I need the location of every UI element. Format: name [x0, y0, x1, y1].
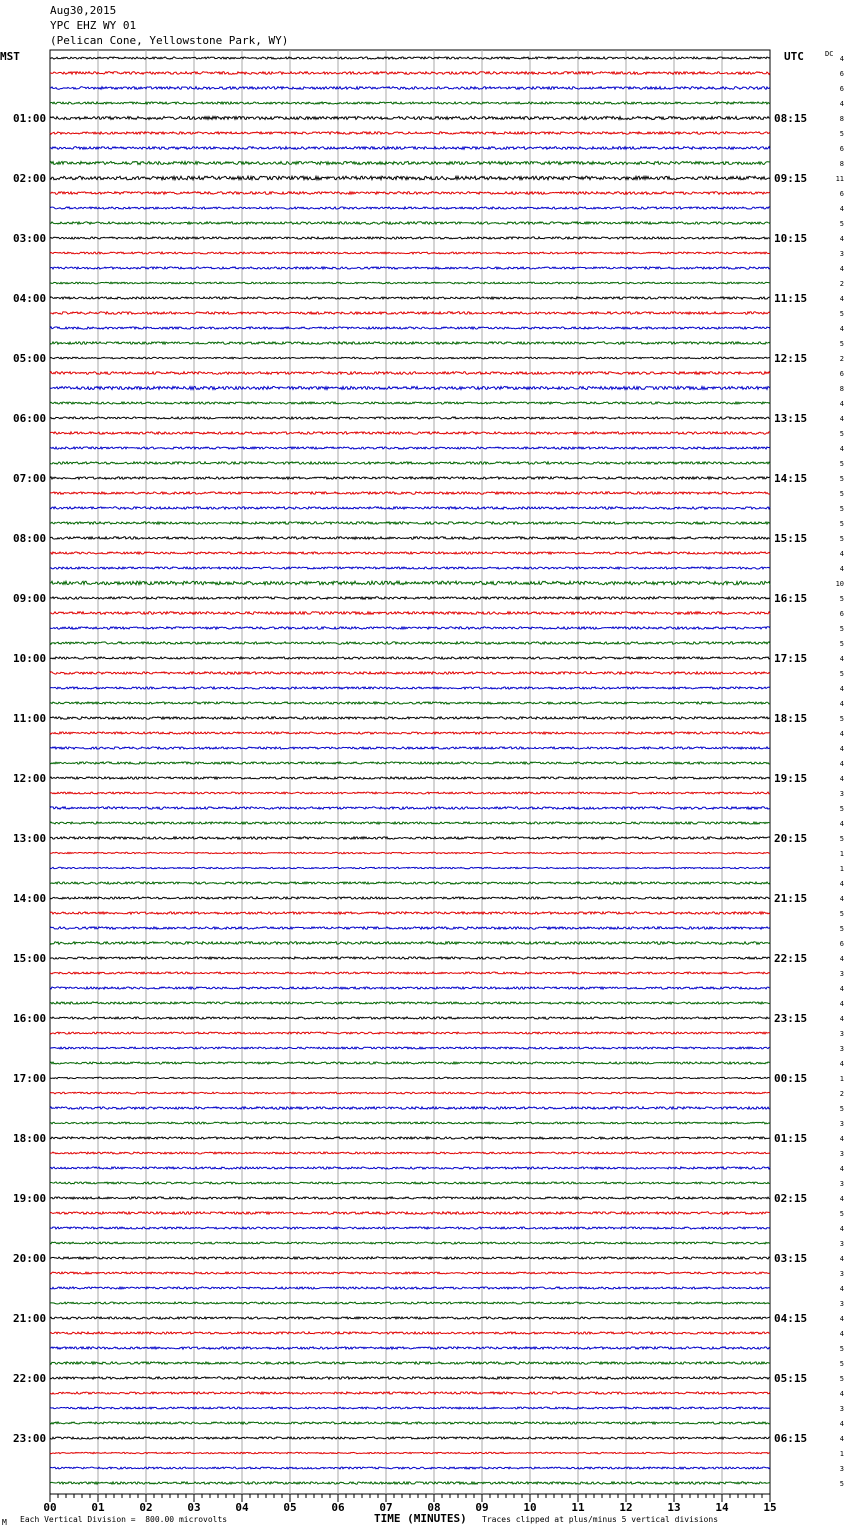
- dc-offset-value: 4: [839, 400, 844, 408]
- trace-line: [50, 1377, 770, 1379]
- trace-line: [50, 762, 770, 764]
- trace-line: [50, 1047, 770, 1049]
- hour-label-left: 22:00: [13, 1372, 47, 1385]
- dc-offset-value: 4: [839, 745, 844, 753]
- trace-line: [50, 1422, 770, 1424]
- trace-line: [50, 327, 770, 329]
- x-tick-label: 10: [523, 1501, 537, 1514]
- trace-line: [50, 1182, 770, 1184]
- hour-label-right: 17:15: [774, 652, 808, 665]
- trace-line: [50, 72, 770, 75]
- dc-offset-value: 4: [839, 1315, 844, 1323]
- hour-label-left: 15:00: [13, 952, 47, 965]
- trace-line: [50, 1272, 770, 1274]
- trace-line: [50, 222, 770, 224]
- trace-line: [50, 402, 770, 404]
- hour-label-right: 22:15: [774, 952, 808, 965]
- trace-line: [50, 942, 770, 945]
- trace-line: [50, 447, 770, 449]
- hour-label-left: 20:00: [13, 1252, 47, 1265]
- trace-line: [50, 1197, 770, 1199]
- hour-label-left: 03:00: [13, 232, 47, 245]
- trace-line: [50, 822, 770, 824]
- dc-offset-value: 5: [839, 310, 844, 318]
- dc-offset-value: 1: [839, 865, 844, 873]
- dc-offset-value: 5: [839, 1360, 844, 1368]
- trace-line: [50, 1452, 770, 1453]
- hour-label-right: 18:15: [774, 712, 808, 725]
- dc-offset-value: 5: [839, 670, 844, 678]
- trace-line: [50, 537, 770, 539]
- hour-label-right: 19:15: [774, 772, 808, 785]
- x-tick-label: 12: [619, 1501, 633, 1514]
- x-tick-label: 05: [283, 1501, 297, 1514]
- x-tick-label: 03: [187, 1501, 201, 1514]
- dc-offset-value: 5: [839, 595, 844, 603]
- dc-offset-value: 1: [839, 1075, 844, 1083]
- hour-label-left: 14:00: [13, 892, 47, 905]
- dc-offset-value: 6: [839, 610, 844, 618]
- hour-label-right: 14:15: [774, 472, 808, 485]
- trace-line: [50, 102, 770, 104]
- hour-label-left: 08:00: [13, 532, 47, 545]
- trace-line: [50, 237, 770, 239]
- trace-line: [50, 432, 770, 434]
- trace-line: [50, 912, 770, 914]
- hour-label-left: 19:00: [13, 1192, 47, 1205]
- trace-line: [50, 357, 770, 359]
- trace-line: [50, 792, 770, 794]
- trace-line: [50, 386, 770, 389]
- trace-line: [50, 312, 770, 314]
- dc-offset-value: 4: [839, 1135, 844, 1143]
- x-tick-label: 00: [43, 1501, 57, 1514]
- dc-offset-value: 4: [839, 1390, 844, 1398]
- trace-line: [50, 777, 770, 779]
- hour-label-left: 12:00: [13, 772, 47, 785]
- trace-line: [50, 597, 770, 599]
- trace-line: [50, 1167, 770, 1169]
- trace-line: [50, 1002, 770, 1004]
- dc-offset-value: 4: [839, 1225, 844, 1233]
- trace-line: [50, 372, 770, 375]
- dc-offset-value: 5: [839, 910, 844, 918]
- trace-line: [50, 732, 770, 734]
- dc-offset-value: 4: [839, 1435, 844, 1443]
- trace-line: [50, 1467, 770, 1469]
- dc-offset-value: 3: [839, 790, 844, 798]
- trace-line: [50, 1482, 770, 1484]
- hour-label-left: 17:00: [13, 1072, 47, 1085]
- x-tick-label: 02: [139, 1501, 153, 1514]
- hour-label-right: 09:15: [774, 172, 808, 185]
- dc-offset-value: 4: [839, 985, 844, 993]
- trace-line: [50, 477, 770, 479]
- x-tick-label: 08: [427, 1501, 441, 1514]
- trace-line: [50, 1152, 770, 1154]
- trace-line: [50, 1212, 770, 1214]
- trace-line: [50, 116, 770, 119]
- trace-line: [50, 1362, 770, 1364]
- hour-label-left: 23:00: [13, 1432, 47, 1445]
- dc-offset-value: 5: [839, 1375, 844, 1383]
- trace-line: [50, 1347, 770, 1349]
- left-timezone-label: MST: [0, 50, 20, 63]
- dc-offset-value: 5: [839, 805, 844, 813]
- dc-offset-value: 4: [839, 565, 844, 573]
- hour-label-right: 04:15: [774, 1312, 808, 1325]
- trace-line: [50, 1137, 770, 1139]
- trace-line: [50, 132, 770, 134]
- trace-line: [50, 267, 770, 269]
- dc-offset-value: 6: [839, 145, 844, 153]
- trace-line: [50, 1077, 770, 1078]
- dc-offset-value: 4: [839, 775, 844, 783]
- dc-offset-value: 4: [839, 100, 844, 108]
- dc-offset-value: 3: [839, 1405, 844, 1413]
- hour-label-right: 06:15: [774, 1432, 808, 1445]
- trace-line: [50, 1302, 770, 1304]
- trace-line: [50, 1407, 770, 1409]
- trace-line: [50, 1017, 770, 1019]
- trace-line: [50, 342, 770, 344]
- hour-label-left: 11:00: [13, 712, 47, 725]
- hour-label-left: 01:00: [13, 112, 47, 125]
- hour-label-right: 05:15: [774, 1372, 808, 1385]
- trace-line: [50, 1242, 770, 1244]
- dc-offset-value: 4: [839, 655, 844, 663]
- x-tick-label: 09: [475, 1501, 489, 1514]
- dc-offset-value: 6: [839, 940, 844, 948]
- trace-line: [50, 522, 770, 524]
- dc-offset-value: 4: [839, 295, 844, 303]
- trace-line: [50, 627, 770, 629]
- dc-offset-value: 6: [839, 370, 844, 378]
- trace-line: [50, 1392, 770, 1394]
- dc-offset-value: 5: [839, 505, 844, 513]
- trace-line: [50, 957, 770, 959]
- x-tick-label: 04: [235, 1501, 249, 1514]
- hour-label-right: 08:15: [774, 112, 808, 125]
- trace-line: [50, 176, 770, 180]
- trace-line: [50, 1032, 770, 1034]
- dc-offset-value: 3: [839, 1465, 844, 1473]
- dc-offset-value: 10: [835, 580, 844, 588]
- hour-label-left: 21:00: [13, 1312, 47, 1325]
- trace-line: [50, 1092, 770, 1094]
- dc-offset-value: 4: [839, 1255, 844, 1263]
- dc-offset-value: 1: [839, 850, 844, 858]
- dc-offset-value: 5: [839, 1345, 844, 1353]
- hour-label-right: 12:15: [774, 352, 808, 365]
- plot-date: Aug30,2015: [50, 4, 117, 17]
- dc-offset-value: 4: [839, 1285, 844, 1293]
- dc-offset-value: 4: [839, 880, 844, 888]
- hour-label-right: 20:15: [774, 832, 808, 845]
- dc-offset-value: 4: [839, 685, 844, 693]
- dc-offset-value: 4: [839, 550, 844, 558]
- dc-offset-value: 3: [839, 1240, 844, 1248]
- hour-label-left: 02:00: [13, 172, 47, 185]
- trace-line: [50, 1257, 770, 1259]
- dc-offset-value: 8: [839, 160, 844, 168]
- hour-label-left: 05:00: [13, 352, 47, 365]
- hour-label-right: 10:15: [774, 232, 808, 245]
- trace-line: [50, 1227, 770, 1229]
- dc-offset-value: 4: [839, 1420, 844, 1428]
- dc-offset-value: 5: [839, 460, 844, 468]
- dc-offset-value: 3: [839, 250, 844, 258]
- dc-offset-value: 4: [839, 955, 844, 963]
- x-tick-label: 13: [667, 1501, 681, 1514]
- x-axis-title: TIME (MINUTES): [374, 1512, 467, 1525]
- dc-offset-value: 6: [839, 190, 844, 198]
- trace-line: [50, 492, 770, 494]
- trace-line: [50, 882, 770, 884]
- trace-line: [50, 687, 770, 689]
- dc-offset-value: 5: [839, 475, 844, 483]
- dc-offset-value: 3: [839, 1300, 844, 1308]
- trace-line: [50, 581, 770, 585]
- dc-offset-value: 4: [839, 415, 844, 423]
- division-note: Each Vertical Division = 800.00 microvolts: [20, 1515, 228, 1524]
- trace-line: [50, 747, 770, 749]
- hour-label-left: 13:00: [13, 832, 47, 845]
- x-tick-label: 06: [331, 1501, 345, 1514]
- hour-label-right: 01:15: [774, 1132, 808, 1145]
- dc-offset-value: 4: [839, 325, 844, 333]
- dc-offset-value: 5: [839, 520, 844, 528]
- scale-mark: M: [2, 1518, 7, 1527]
- trace-line: [50, 1287, 770, 1289]
- trace-line: [50, 1317, 770, 1319]
- trace-line: [50, 1332, 770, 1334]
- trace-line: [50, 567, 770, 569]
- trace-line: [50, 192, 770, 195]
- dc-offset-value: 3: [839, 1150, 844, 1158]
- dc-offset-value: 5: [839, 340, 844, 348]
- hour-label-right: 15:15: [774, 532, 808, 545]
- trace-line: [50, 1107, 770, 1109]
- dc-offset-value: 5: [839, 130, 844, 138]
- x-tick-label: 07: [379, 1501, 393, 1514]
- hour-label-left: 10:00: [13, 652, 47, 665]
- trace-line: [50, 972, 770, 974]
- dc-offset-value: 4: [839, 1060, 844, 1068]
- dc-offset-value: 5: [839, 490, 844, 498]
- hour-label-right: 21:15: [774, 892, 808, 905]
- dc-offset-value: 6: [839, 85, 844, 93]
- trace-line: [50, 57, 770, 59]
- dc-offset-value: 4: [839, 205, 844, 213]
- dc-offset-value: 4: [839, 1000, 844, 1008]
- hour-label-right: 03:15: [774, 1252, 808, 1265]
- trace-line: [50, 297, 770, 299]
- dc-offset-value: 3: [839, 970, 844, 978]
- dc-offset-value: 4: [839, 55, 844, 63]
- dc-offset-value: 4: [839, 1330, 844, 1338]
- dc-offset-value: 5: [839, 835, 844, 843]
- hour-label-left: 18:00: [13, 1132, 47, 1145]
- dc-offset-value: 4: [839, 265, 844, 273]
- x-tick-label: 15: [763, 1501, 777, 1514]
- dc-offset-value: 5: [839, 1105, 844, 1113]
- hour-label-right: 11:15: [774, 292, 808, 305]
- hour-label-left: 06:00: [13, 412, 47, 425]
- trace-line: [50, 1062, 770, 1064]
- station-code: YPC EHZ WY 01: [50, 19, 137, 32]
- hour-label-right: 16:15: [774, 592, 808, 605]
- dc-offset-value: 4: [839, 445, 844, 453]
- dc-offset-value: 2: [839, 280, 844, 288]
- dc-offset-value: 5: [839, 625, 844, 633]
- dc-offset-value: 4: [839, 700, 844, 708]
- hour-label-left: 04:00: [13, 292, 47, 305]
- x-tick-label: 01: [91, 1501, 105, 1514]
- dc-offset-value: 5: [839, 715, 844, 723]
- trace-line: [50, 927, 770, 929]
- dc-offset-value: 5: [839, 925, 844, 933]
- dc-offset-value: 4: [839, 235, 844, 243]
- trace-line: [50, 987, 770, 989]
- trace-line: [50, 657, 770, 659]
- trace-line: [50, 702, 770, 704]
- trace-line: [50, 852, 770, 853]
- trace-line: [50, 837, 770, 839]
- trace-line: [50, 282, 770, 284]
- dc-offset-value: 4: [839, 820, 844, 828]
- hour-label-left: 09:00: [13, 592, 47, 605]
- trace-line: [50, 87, 770, 90]
- clip-note: Traces clipped at plus/minus 5 vertical divisions: [482, 1515, 719, 1524]
- trace-line: [50, 897, 770, 899]
- hour-label-right: 02:15: [774, 1192, 808, 1205]
- dc-offset-value: 4: [839, 895, 844, 903]
- dc-offset-value: 3: [839, 1270, 844, 1278]
- dc-offset-value: 3: [839, 1120, 844, 1128]
- dc-offset-value: 5: [839, 430, 844, 438]
- trace-line: [50, 612, 770, 615]
- dc-offset-value: 5: [839, 1480, 844, 1488]
- trace-line: [50, 1122, 770, 1124]
- trace-line: [50, 252, 770, 254]
- dc-offset-value: 4: [839, 1165, 844, 1173]
- hour-label-left: 16:00: [13, 1012, 47, 1025]
- trace-line: [50, 207, 770, 209]
- dc-offset-value: 6: [839, 70, 844, 78]
- dc-offset-value: 5: [839, 640, 844, 648]
- dc-offset-value: 4: [839, 1195, 844, 1203]
- right-timezone-label: UTC: [784, 50, 804, 63]
- x-tick-label: 14: [715, 1501, 729, 1514]
- trace-line: [50, 1437, 770, 1439]
- hour-label-left: 07:00: [13, 472, 47, 485]
- dc-offset-value: 3: [839, 1030, 844, 1038]
- hour-label-right: 00:15: [774, 1072, 808, 1085]
- plot-frame: [50, 50, 770, 1494]
- dc-offset-value: 2: [839, 1090, 844, 1098]
- trace-line: [50, 642, 770, 644]
- dc-offset-value: 3: [839, 1045, 844, 1053]
- trace-line: [50, 507, 770, 509]
- dc-offset-value: 4: [839, 1015, 844, 1023]
- trace-line: [50, 161, 770, 164]
- trace-line: [50, 717, 770, 719]
- trace-line: [50, 462, 770, 464]
- dc-offset-value: 11: [835, 175, 844, 183]
- dc-offset-value: 4: [839, 730, 844, 738]
- trace-line: [50, 672, 770, 674]
- hour-label-right: 13:15: [774, 412, 808, 425]
- dc-offset-value: 4: [839, 760, 844, 768]
- dc-offset-value: 8: [839, 115, 844, 123]
- station-location: (Pelican Cone, Yellowstone Park, WY): [50, 34, 289, 47]
- dc-offset-value: 5: [839, 220, 844, 228]
- dc-offset-value: 3: [839, 1180, 844, 1188]
- trace-line: [50, 147, 770, 150]
- x-tick-label: 11: [571, 1501, 585, 1514]
- trace-line: [50, 417, 770, 419]
- dc-offset-value: 2: [839, 355, 844, 363]
- dc-offset-value: 1: [839, 1450, 844, 1458]
- trace-line: [50, 867, 770, 868]
- trace-line: [50, 552, 770, 554]
- hour-label-right: 23:15: [774, 1012, 808, 1025]
- trace-line: [50, 807, 770, 809]
- dc-offset-value: 8: [839, 385, 844, 393]
- dc-offset-value: 5: [839, 535, 844, 543]
- dc-label: DC: [825, 50, 834, 58]
- dc-offset-value: 5: [839, 1210, 844, 1218]
